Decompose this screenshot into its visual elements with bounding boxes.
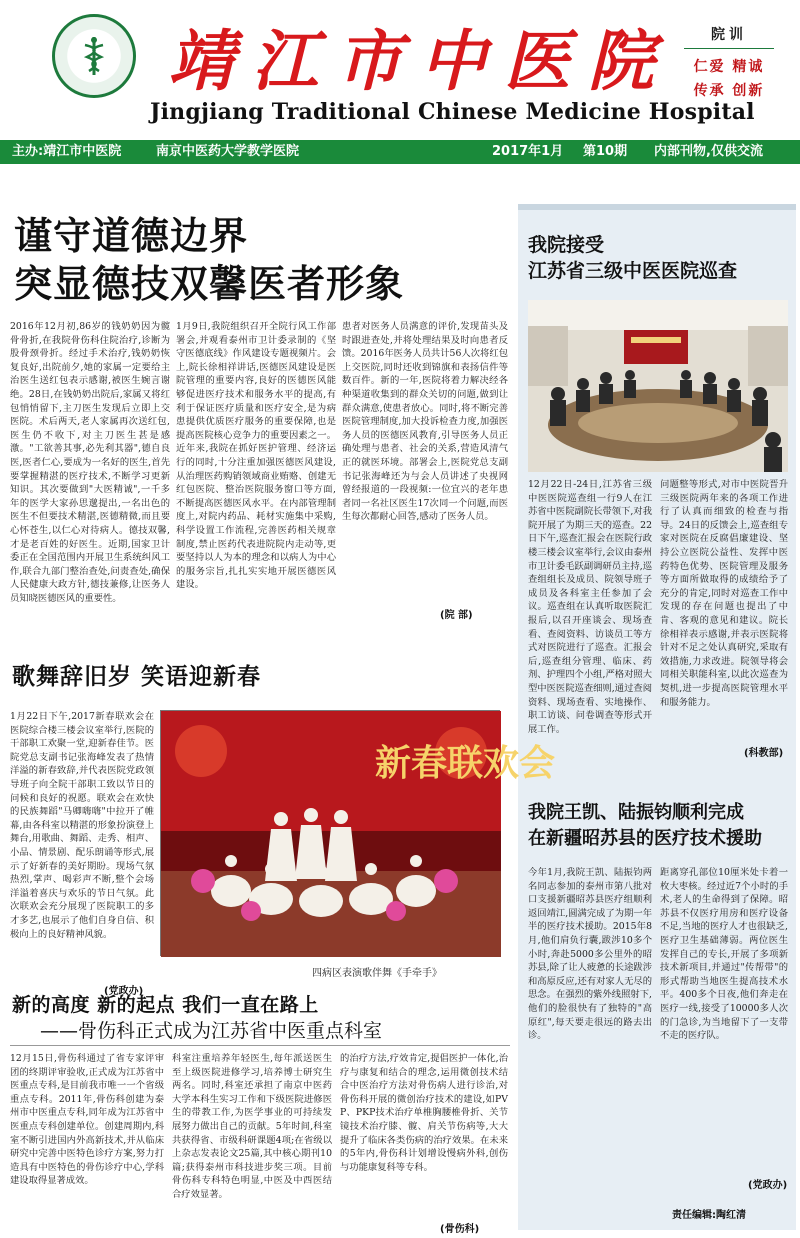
inspection-title-line-1: 我院接受 (528, 234, 605, 256)
gala-photo-caption: 四病区表演歌伴舞《手牵手》 (312, 968, 442, 979)
xinjiang-title-line-1: 我院王凯、陆振钧顺利完成 (528, 802, 744, 823)
lead-column-3: 患者对医务人员满意的评价,发现苗头及时跟进查处,并将处理结果及时向患者反馈。2016年医务人员共计56人次将红包上交医院,同时还收到锦旗和表扬信件等数百件。新的一年,医院将着力解决经各种渠道收集到的群众关切的问题,做到让群众满意,使患者放心。同时,将不断完善医院管理制度,加大投诉检查力度,加强医务人员的医德医风教育,引导医务人员正确处理与患者、社会的关系,营造风清气正的就医环境。部署会上,医院党总支副书记张海峰还为与会人员讲述了央视网曾经报道的一段视频:一位宜兴的老年患者同一名社区医生17次同一个问题,而医生每次都耐心回答,感动了医务人员。 (342, 321, 508, 523)
xinjiang-signature: (党政办) (748, 1180, 788, 1191)
ortho-column-2: 科室注重培养年轻医生,每年派送医生至上级医院进修学习,培养博士研究生两名。同时,科室还承担了南京中医药大学本科生实习工作和下级医院进修医生的带教工作,为医学事业的可持续发展努力做出自己的贡献。5年时间,科室共获得省、市级科研课题4项;在省级以上杂志发表论文25篇,其中核心期刊10篇;获得泰州市科技进步奖三项。目前骨伤科专科特色明显,中医及中西医结合疗效显著。 (172, 1053, 332, 1200)
caduceus-icon (77, 35, 111, 77)
meeting-scene-image (528, 300, 788, 472)
stage-performance-image (161, 711, 556, 957)
inspection-signature: (科教部) (744, 748, 784, 759)
ortho-subtitle: ——骨伤科正式成为江苏省中医重点科室 (40, 1020, 383, 1042)
ortho-column-1: 12月15日,骨伤科通过了省专家评审团的终期评审验收,正式成为江苏省中医重点专科,是目前我市唯一一个省级重点专科。2011年,骨伤科创建为泰州市中医重点专科,同年成为江苏省中医重点专科创建单位。创建周期内,科室不断引进国内外高新技术,并从临床研究中完善中医特色诊疗方案,努力打造具有中医特色的骨伤诊疗中心,学科建设取得显著成效。 (10, 1053, 164, 1187)
spring-gala-photo (160, 710, 556, 956)
masthead (0, 0, 800, 136)
spring-title: 歌舞辞旧岁 笑语迎新春 (12, 664, 262, 690)
teaching-hospital-label: 南京中医药大学教学医院 (156, 144, 300, 159)
lead-headline-line-1: 谨守道德边界 (14, 214, 249, 258)
inspection-column-1: 12月22日-24日,江苏省三级中医医院巡查组一行9人在江苏省中医院副院长带领下,对我院开展了为期三天的巡查。22日下午,巡查汇报会在医院行政楼三楼会议室举行,会议由泰州市卫计委毛跃副调研员主持,巡查组组长及成员、院领导班子成员及各科室主任参加了会议。巡查组在认真听取医院汇报后,以召开座谈会、现场查看、查阅资料、访谈员工等方式对医院进行了巡查。汇报会后,巡查组分管理、临床、药剂、护理四个小组,严格对照大型中医医院巡查细则,通过查阅资料、现场查看、实地操作、职工访谈、问卷调查等形式开展工作。 (528, 479, 652, 735)
xinjiang-column-1: 今年1月,我院王凯、陆振钧两名同志参加的泰州市第八批对口支援新疆昭苏县医疗组顺利返回靖江,圆满完成了为期一年半的医疗技术援助。2015年8月,他们肩负行囊,跋涉10多个小时,奔赴5000多公里外的昭苏县,除了让人疲惫的长途跋涉和高原反应,还有对家人无尽的思念。在强烈的紫外线照射下,他们的脸很快有了独特的"高原红",每天要走很远的路去出诊。 (528, 867, 652, 1042)
spring-signature: (党政办) (104, 986, 144, 997)
xinjiang-title (528, 800, 762, 852)
inspection-title (528, 232, 737, 284)
spring-column: 1月22日下午,2017新春联欢会在医院综合楼三楼会议室举行,医院的干部职工欢聚一堂,迎新春佳节。医院党总支副书记张海峰发表了热情洋溢的新春致辞,并代表医院党政领导班子向全院干部职工致以节日的问候和良好的祝愿。联欢会在欢快的民族舞蹈"马卿嗨嗨"中拉开了帷幕,由各科室以精湛的形象扮演登上舞台,用歌曲、舞蹈、走秀、相声、小品、情景剧、配乐朗诵等形式,展示了好新春的美好期盼。现场气氛热烈,掌声、喝彩声不断,整个会场洋溢着喜庆与欢乐的节日气氛。此次联欢会充分展现了医院职工的多才多艺,也展示了他们自身自信、积极向上的良好精神风貌。 (10, 711, 154, 940)
hospital-logo (52, 14, 136, 98)
lead-headline-line-2: 突显德技双馨医者形象 (14, 262, 405, 306)
issue-date: 2017年1月 (492, 144, 564, 159)
inspection-meeting-photo (528, 300, 788, 472)
masthead-title: 靖江市中医院 (168, 22, 672, 100)
lead-signature: (院 部) (440, 610, 473, 621)
section-divider (10, 1045, 510, 1046)
lead-column-1: 2016年12月初,86岁的钱奶奶因为髋骨骨折,在我院骨伤科住院治疗,诊断为股骨颈骨折。经过手术治疗,钱奶奶恢复良好,出院前夕,她的家属一定要给主治医生送红包表示感谢,被医生婉言谢绝。28日,在钱奶奶出院后,家属又将红包悄悄留下,主刀医生发现后立即上交医院。术后两天,老人家属再次送红包,医生仍不收下,对主刀医生甚是感激。"工欲善其事,必先利其器",德自良医,医者仁心,要成为一名好的医生,首先要掌握精湛的医疗技术,不断学习更新知识。其次要做到"大医精诚",一千多年的医学大家孙思邈提出,一名出色的医生不但要技术精湛,医德精微,而且要心怀苍生,以仁心对待病人。德技双馨,才是老百姓的好医生。近期,国家卫计委正在全国范围内开展卫生系统纠风工作,联合九部门整治查处,问责查处,确保人民健康大政方针,德技兼修,让医务人员知晓医德医风的重要性。 (10, 321, 170, 604)
gala-banner-text: 新春联欢会 (375, 742, 556, 784)
side-panel-top-band (518, 204, 796, 210)
motto-line-1: 仁爱 精诚 (693, 59, 765, 75)
inspection-title-line-2: 江苏省三级中医医院巡查 (528, 260, 738, 282)
editor-credit: 责任编辑:陶红清 (672, 1210, 746, 1221)
info-bar (0, 140, 800, 164)
motto-line-2: 传承 创新 (693, 83, 765, 99)
lead-headline (14, 212, 404, 308)
inspection-column-2: 问题整等形式,对市中医院晋升三级医院两年来的各项工作进行了认真而细致的检查与指导。24日的反馈会上,巡查组专家对医院在反腐倡廉建设、坚持公立医院公益性、发挥中医药特色优势、医院管理及服务等方面所做取得的成绩给予了充分的肯定,同时对巡查工作中发现的存在问题也提出了中肯、客观的意见和建议。院长徐相祥表示感谢,并表示医院将针对不足之处认真研究,采取有效措施,力求改进。院领导将会同相关职能科室,以此次巡查为契机,进一步提高医院管理水平和服务能力。 (660, 479, 788, 708)
xinjiang-title-line-2: 在新疆昭苏县的医疗技术援助 (528, 828, 762, 849)
sponsor-label: 主办:靖江市中医院 (12, 144, 122, 159)
ortho-signature: (骨伤科) (440, 1224, 480, 1235)
circulation-note: 内部刊物,仅供交流 (654, 144, 763, 159)
issue-number: 第10期 (583, 144, 628, 159)
masthead-english-title: Jingjiang Traditional Chinese Medicine Hospital (150, 99, 755, 125)
ortho-column-3: 的治疗方法,疗效肯定,提倡医护一体化,治疗与康复和结合的理念,运用微创技术结合中医治疗方法对骨伤病人进行诊治,对骨伤科开展的微创治疗技术的建设,如PVP、PKP技术治疗单椎胸腰椎骨折、关节镜技术治疗膝、髋、肩关节伤病等,大大提升了临床各类伤病的治疗效果。在未来的5年内,骨伤科计划增设慢病外科,创伤与功能康复科等专科。 (340, 1053, 508, 1173)
motto-title: 院训 (684, 24, 774, 49)
xinjiang-column-2: 距离穿孔部位10厘米处卡着一枚大枣核。经过近7个小时的手术,老人的生命得到了保障。昭苏县不仅医疗用房和医疗设备不足,当地的医疗人才也很缺乏,医疗卫生基础薄弱。两位医生发挥自己的专长,开展了多项新技术新项目,并通过"传帮带"的形式帮助当地医生提高技术水平。400多个日夜,他们奔走在医疗一线,接受了10000多人次的门急诊,为当地留下了一支带不走的医疗队。 (660, 867, 788, 1042)
ortho-title: 新的高度 新的起点 我们一直在路上 (12, 994, 319, 1016)
lead-column-2: 1月9日,我院组织召开全院行风工作部署会,并观看泰州市卫计委录制的《坚守医德底线》作风建设专题视频片。会上,院长徐相祥讲话,医德医风建设是医院管理的重要内容,良好的医德医风能够促进医疗技术和服务水平的提高,有利于保证医疗质量和医疗安全,是为病患提供优质医疗服务的重要保障,也是提高医院核心竞争力的重要因素之一。近年来,我院在抓好医护管理、经济运行的同时,十分注重加强医德医风建设,从治理医药购销领域商业贿赂、创建无红包医院、整治医院服务窗口等方面,不断提高医德医风水平。在内部管理制度上,对院内药品、耗材实施集中采购,科学设置工作流程,完善医药相关规章制度,禁止医药代表进院院内走动等,更要坚持以人为本的理念和以病人为中心的服务宗旨,扎扎实实地开展医德医风建设。 (176, 321, 336, 591)
hospital-motto (684, 24, 774, 103)
